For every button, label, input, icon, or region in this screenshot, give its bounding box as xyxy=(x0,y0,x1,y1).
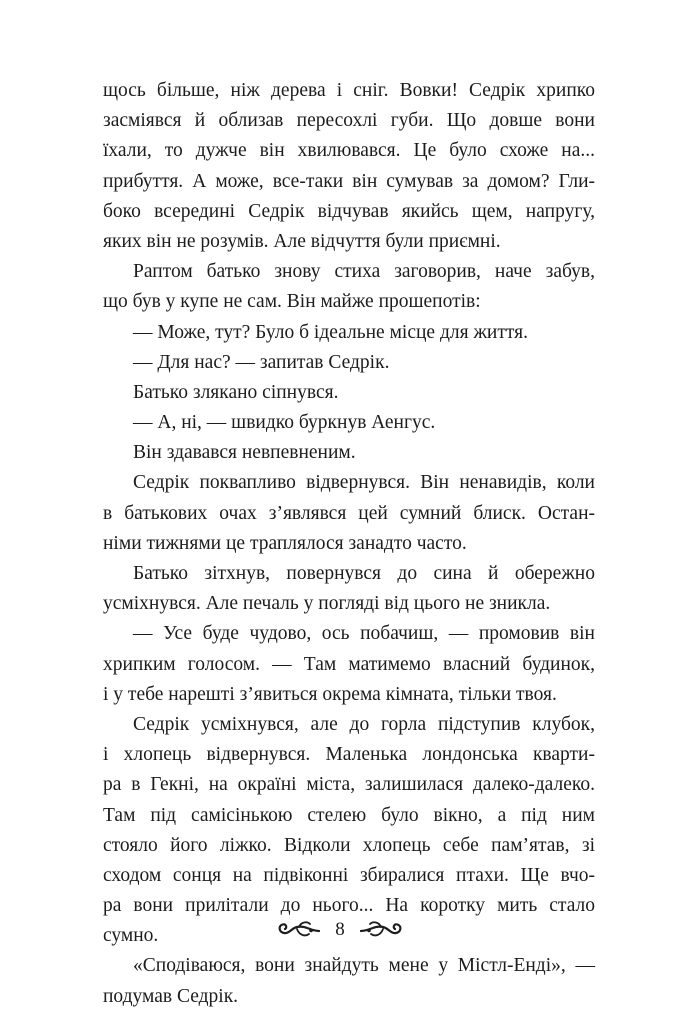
text-line: усміхнувся. Але печаль у погляді від цього не зникла. xyxy=(103,593,551,615)
text-line: боко всередині Седрік відчував якийсь щем, напругу, xyxy=(103,200,595,222)
text-line: яких він не розумів. Але відчуття були приємні. xyxy=(103,230,501,252)
text-line: щось більше, ніж дерева і сніг. Вовки! Седрік хрипко xyxy=(103,80,595,101)
text-line: що був у купе не сам. Він майже прошепотів: xyxy=(103,291,481,313)
text-line: прибуття. А може, все-таки він сумував за домом? Гли- xyxy=(103,170,595,192)
text-line: — А, ні, — швидко буркнув Аенгус. xyxy=(133,412,436,434)
text-line: Батько злякано сіпнувся. xyxy=(133,381,339,403)
text-line: їхали, то дужче він хвилювався. Це було схоже на... xyxy=(103,140,595,162)
flourish-ornament-left-icon xyxy=(275,919,321,941)
page-footer xyxy=(0,912,680,948)
text-line: хрипким голосом. — Там матимемо власний будинок, xyxy=(103,653,595,675)
text-line: стояло його ліжко. Відколи хлопець себе пам’ятав, зі xyxy=(103,834,595,856)
text-line: засміявся й облизав пересохлі губи. Що довше вони xyxy=(103,110,595,132)
text-line: Раптом батько знову стиха заговорив, наче забув, xyxy=(133,261,595,283)
flourish-ornament-right-icon xyxy=(359,919,405,941)
text-line: «Сподіваюся, вони знайдуть мене у Містл-Енді», — xyxy=(133,955,595,977)
page-number: 8 xyxy=(335,919,345,940)
text-line: — Може, тут? Було б ідеальне місце для життя. xyxy=(133,321,528,343)
text-line: німи тижнями це траплялося занадто часто. xyxy=(103,532,467,554)
text-line: Седрік усміхнувся, але до горла підступив клубок, xyxy=(133,713,595,735)
text-line: подумав Седрік. xyxy=(103,985,239,1007)
text-line: і хлопець відвернувся. Маленька лондонська кварти- xyxy=(103,744,595,766)
text-line: Він здавався невпевненим. xyxy=(133,442,356,464)
text-line: Седрік поквапливо відвернувся. Він ненавидів, коли xyxy=(133,472,595,494)
text-line: Батько зітхнув, повернувся до сина й обережно xyxy=(133,563,595,584)
text-line: сумно. xyxy=(103,925,159,947)
text-line: — Для нас? — запитав Седрік. xyxy=(133,351,390,373)
text-line: Там під самісінькою стелею було вікно, а під ним xyxy=(103,804,595,826)
text-line: — Усе буде чудово, ось побачиш, — промовив він xyxy=(133,623,595,645)
text-line: і у тебе нарешті з’явиться окрема кімната, тільки твоя. xyxy=(103,683,557,705)
body-text xyxy=(103,76,595,1012)
text-line: ра вони прилітали до нього... На коротку мить стало xyxy=(103,895,595,917)
text-line: в батькових очах з’являвся цей сумний блиск. Остан- xyxy=(103,502,595,524)
text-line: сходом сонця на підвіконні збиралися птахи. Ще вчо- xyxy=(103,864,595,886)
text-line: ра в Гекні, на окраїні міста, залишилася далеко-далеко. xyxy=(103,774,595,796)
